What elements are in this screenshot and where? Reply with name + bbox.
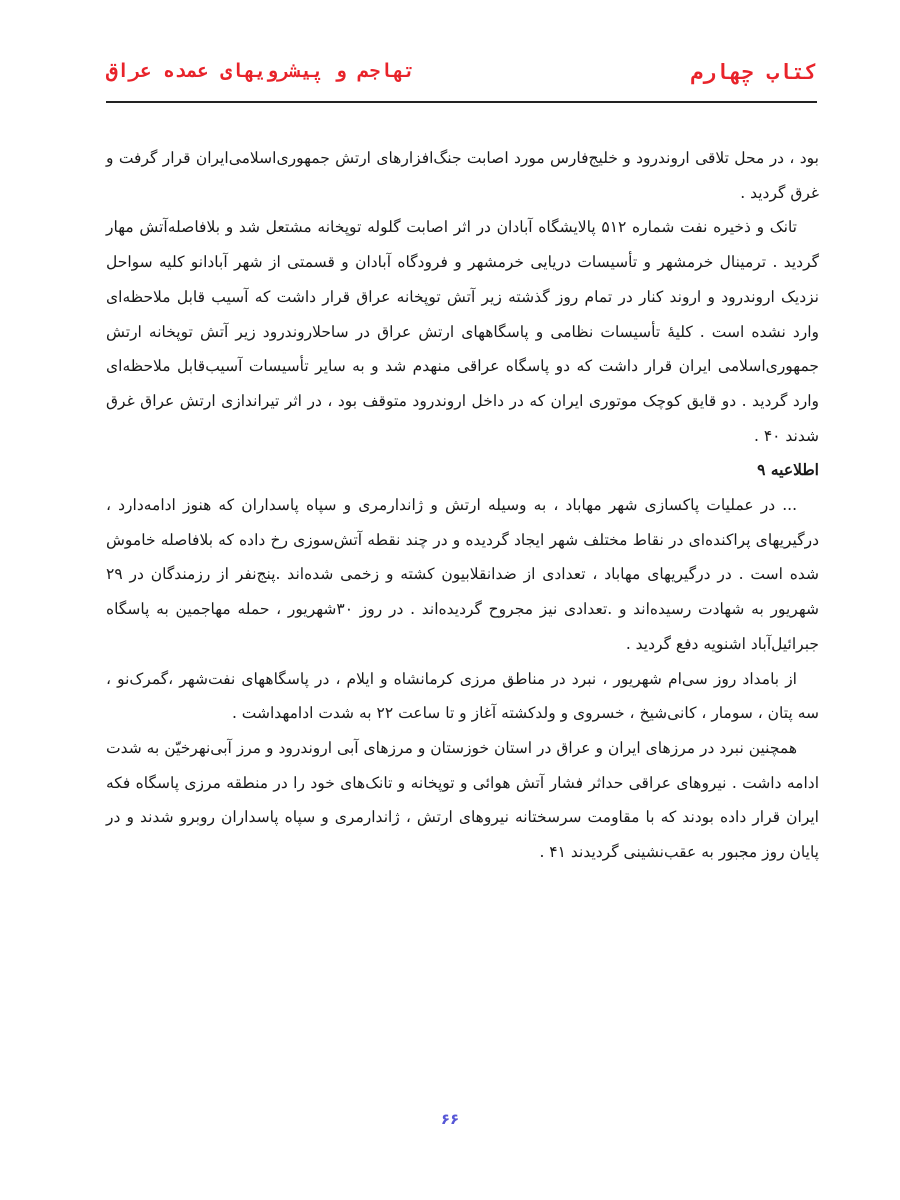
main-text	[106, 141, 819, 870]
section-heading: اطلاعیه ۹	[757, 460, 819, 480]
book-label: کتاب چهارم	[690, 60, 817, 84]
paragraph-mahabad: ... در عملیات پاکسازی شهر مهاباد ، به وسیله ارتش و ژاندارمری و سپاه پاسداران که هنوز ادامه‌دارد ، درگیریهای پراکنده‌ای در نقاط مختلف شهر ایجاد گردیده و در چند نقطه آتش‌سوزی رخ داده که بلافاصله خاموش شده است . در درگیریهای مهاباد ، تعدادی از ضدانقلابیون کشته و زخمی شده‌اند .پنج‌نفر از رزمندگان در ۲۹ شهریور به شهادت رسیده‌اند و .تعدادی نیز مجروح گردیده‌اند . در روز ۳۰شهریور ، حمله مهاجمین به پاسگاه جبرائیل‌آباد اشنویه دفع گردید .	[106, 496, 819, 653]
chapter-title: تهاجم و پیشرویهای عمده عراق	[106, 60, 415, 82]
paragraph-abadan-refinery: تانک و ذخیره نفت شماره ۵۱۲ پالایشگاه آبادان در اثر اصابت گلوله توپخانه مشتعل شد و بلافاصله‌آتش مهار گردید . ترمینال خرمشهر و تأسیسات دریایی خرمشهر و فرودگاه آبادان و قسمتی از شهر آبادانو کلیه سواحل نزدیک اروندرود و اروند کنار در تمام روز گذشته زیر آتش توپخانه عراق قرار داشت که آسیب قابل ملاحظه‌ای وارد نشده است . کلیهٔ تأسیسات نظامی و پاسگاههای ارتش عراق در ساحلاروندرود زیر آتش توپخانه ارتش جمهوری‌اسلامی ایران قرار داشت که دو پاسگاه عراقی منهدم شد و به سایر تأسیسات آسیب‌قابل ملاحظه‌ای وارد گردید . دو قایق کوچک موتوری ایران که در داخل اروندرود متوقف بود ، در اثر تیراندازی ارتش عراق غرق شدند ۴۰ .	[106, 218, 819, 445]
paragraph-continuation: بود ، در محل تلاقی اروندرود و خلیج‌فارس مورد اصابت جنگ‌افزارهای ارتش جمهوری‌اسلامی‌ایران قرار گرفت و غرق گردید .	[106, 149, 819, 202]
header-divider	[106, 101, 817, 103]
page-number: ۶۶	[440, 1110, 460, 1128]
running-header	[106, 52, 817, 102]
paragraph-border-battles: از بامداد روز سی‌ام شهریور ، نبرد در مناطق مرزی کرمانشاه و ایلام ، در پاسگاههای نفت‌شهر ،گمرک‌نو ، سه پتان ، سومار ، کانی‌شیخ ، خسروی و ولدکشته آغاز و تا ساعت ۲۲ به شدت ادامهداشت .	[106, 669, 819, 723]
paragraph-khuzestan: همچنین نبرد در مرزهای ایران و عراق در استان خوزستان و مرزهای آبی اروندرود و مرز آبی‌نهرخیّن به شدت ادامه داشت . نیروهای عراقی حداثر فشار آتش هوائی و توپخانه و تانک‌های خود را در منطقه مرزی پاسگاه فکه ایران قرار داده بودند که با مقاومت سرسختانه نیروهای ارتش ، ژاندارمری و سپاه پاسداران روبرو شدند و در پایان روز مجبور به عقب‌نشینی گردیدند ۴۱ .	[106, 738, 819, 862]
